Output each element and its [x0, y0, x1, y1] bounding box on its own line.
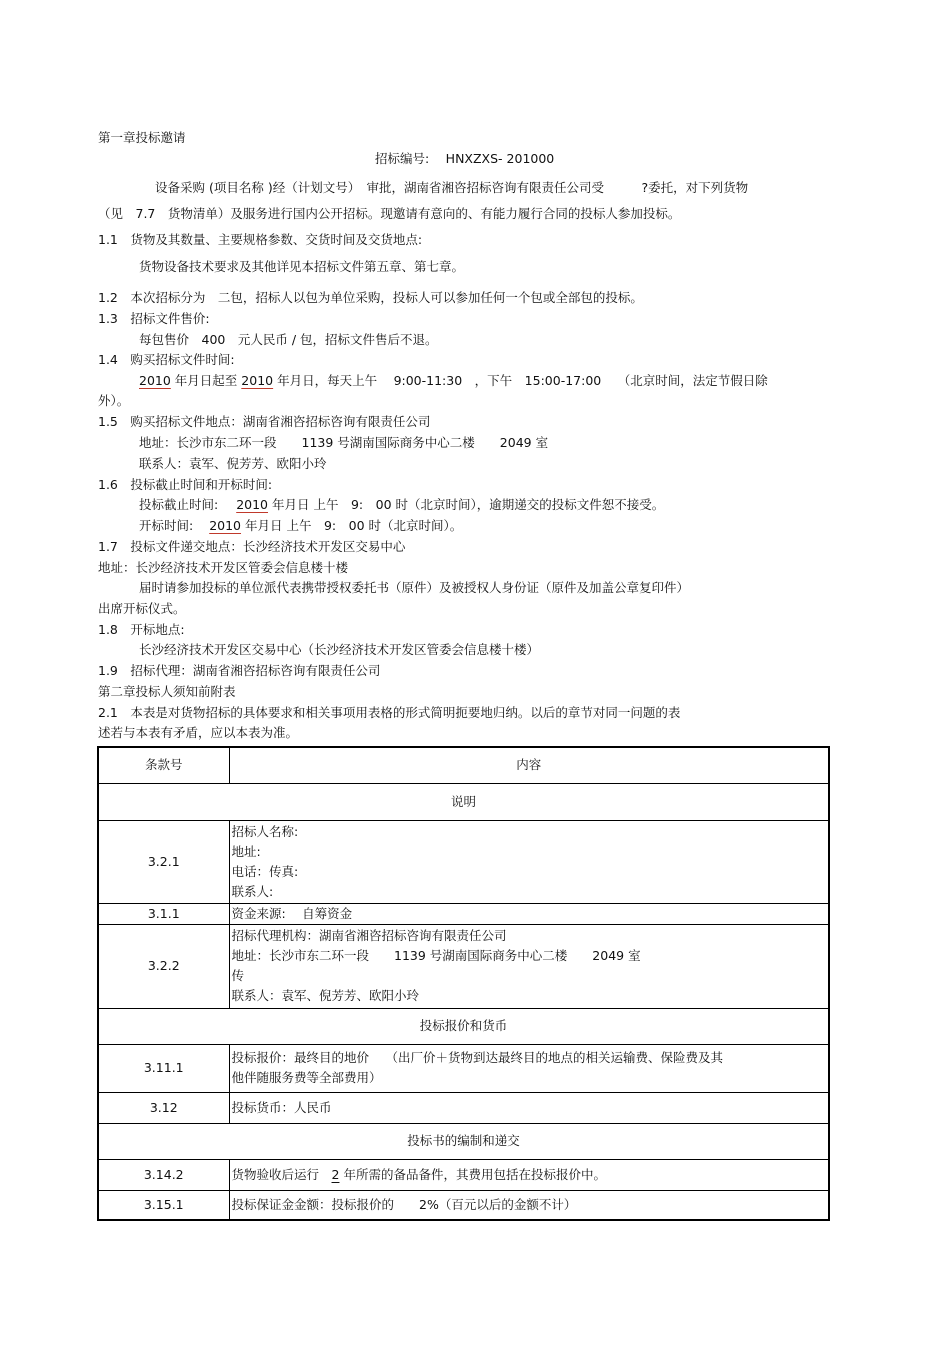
- section-1-6-deadline: [139, 497, 664, 513]
- clause-no: 3.2.2: [98, 924, 229, 1008]
- intro-paragraph-line2: （见 7.7 货物清单）及服务进行国内公开招标。现邀请有意向的、有能力履行合同的投标人参加投标。: [98, 206, 681, 221]
- spares-years: 2: [331, 1166, 340, 1182]
- chapter2-title: 第二章投标人须知前附表: [98, 684, 236, 699]
- header-clause-no: 条款号: [98, 747, 229, 783]
- table-row: [98, 1092, 829, 1123]
- clause-content: [229, 1159, 829, 1190]
- agency-address: 地址：长沙市东二环一段 1139 号湖南国际商务中心二楼 2049 室: [231, 948, 641, 963]
- section-explain: 说明: [98, 783, 829, 820]
- year-underlined: 2010: [139, 373, 171, 388]
- section-1-9: 1.9 招标代理：湖南省湘咨招标咨询有限责任公司: [98, 663, 381, 678]
- section-1-6: 1.6 投标截止时间和开标时间:: [98, 477, 273, 492]
- section-1-4-body: [139, 373, 768, 389]
- bid-number: 招标编号: HNXZXS- 201000: [375, 151, 555, 166]
- table-section-row: [98, 1123, 829, 1159]
- section-1-2: 1.2 本次招标分为 二包，招标人以包为单位采购，投标人可以参加任何一个包或全部包的投标。: [98, 290, 643, 305]
- section-1-8: 1.8 开标地点:: [98, 622, 185, 637]
- tenderer-name: 招标人名称:: [231, 823, 299, 839]
- tenderer-address: 地址:: [231, 843, 261, 859]
- section-price: 投标报价和货币: [98, 1008, 829, 1044]
- clause-no: 3.14.2: [98, 1159, 229, 1190]
- intro-paragraph-line1: 设备采购 (项目名称 )经（计划文号） 审批，湖南省湘咨招标咨询有限责任公司受 ?委托，对下列货物: [155, 180, 749, 195]
- agency-fax: 传: [231, 968, 245, 983]
- clause-content: [229, 820, 829, 903]
- spares-pre: 货物验收后运行: [231, 1166, 332, 1182]
- section-1-7: 1.7 投标文件递交地点：长沙经济技术开发区交易中心: [98, 539, 406, 554]
- section-1-5-contact: 联系人：袁军、倪芳芳、欧阳小玲: [139, 456, 327, 471]
- header-content: 内容: [229, 747, 829, 783]
- table-row: [98, 903, 829, 924]
- clause-content: 投标货币：人民币: [229, 1092, 829, 1123]
- spares-post: 年所需的备品备件，其费用包括在投标报价中。: [339, 1166, 606, 1182]
- table-section-row: [98, 1008, 829, 1044]
- section-1-4-end: 外）。: [98, 393, 130, 408]
- clause-content: [229, 1044, 829, 1092]
- section-1-4: 1.4 购买招标文件时间:: [98, 352, 235, 367]
- tenderer-contact: 联系人:: [231, 883, 274, 899]
- clause-content: [229, 924, 829, 1008]
- table-row: [98, 1190, 829, 1220]
- chapter1-title: 第一章投标邀请: [98, 130, 186, 145]
- section-docs: 投标书的编制和递交: [98, 1123, 829, 1159]
- clause-no: 3.11.1: [98, 1044, 229, 1092]
- clause-content: 资金来源: 自筹资金: [229, 903, 829, 924]
- clause-no: 3.1.1: [98, 903, 229, 924]
- agency-contact: 联系人：袁军、倪芳芳、欧阳小玲: [231, 988, 420, 1003]
- section-1-5: 1.5 购买招标文件地点：湖南省湘咨招标咨询有限责任公司: [98, 414, 431, 429]
- tenderer-phone-fax: 电话：传真:: [231, 863, 299, 879]
- section-2-1-line1: 2.1 本表是对货物招标的具体要求和相关事项用表格的形式简明扼要地归纳。以后的章节对同一问题的表: [98, 705, 681, 720]
- section-1-8-body: 长沙经济技术开发区交易中心（长沙经济技术开发区管委会信息楼十楼）: [139, 642, 540, 657]
- clause-no: 3.15.1: [98, 1190, 229, 1220]
- year-underlined: 2010: [209, 518, 242, 533]
- table-section-row: [98, 783, 829, 820]
- clause-no: 3.2.1: [98, 820, 229, 903]
- table-header-row: [98, 747, 829, 783]
- instructions-table: [97, 746, 830, 1221]
- section-2-1-line2: 述若与本表有矛盾，应以本表为准。: [98, 725, 299, 740]
- section-1-1: 1.1 货物及其数量、主要规格参数、交货时间及交货地点:: [98, 232, 423, 247]
- price-line1: 投标报价：最终目的地价 （出厂价＋货物到达最终目的地点的相关运输费、保险费及其: [231, 1050, 723, 1065]
- price-line2: 他伴随服务费等全部费用）: [231, 1070, 382, 1085]
- section-1-4-rest: 年月日，每天上午 9:00-11:30 ，下午 15:00-17:00 （北京时间，法定节假日除: [277, 373, 768, 388]
- section-1-7-address: 地址：长沙经济技术开发区管委会信息楼十楼: [98, 560, 349, 575]
- clause-no: 3.12: [98, 1092, 229, 1123]
- open-label: 开标时间:: [139, 518, 194, 533]
- table-row: [98, 1159, 829, 1190]
- year-underlined: 2010: [236, 497, 269, 512]
- table-row: [98, 820, 829, 903]
- section-1-3: 1.3 招标文件售价:: [98, 311, 210, 326]
- table-row: [98, 924, 829, 1008]
- open-rest: 年月日 上午 9: 00 时（北京时间）。: [245, 518, 463, 533]
- section-1-7-note2: 出席开标仪式。: [98, 601, 186, 616]
- deadline-rest: 年月日 上午 9: 00 时（北京时间），逾期递交的投标文件恕不接受。: [272, 497, 665, 512]
- section-1-5-address: 地址：长沙市东二环一段 1139 号湖南国际商务中心二楼 2049 室: [139, 435, 549, 450]
- section-1-6-open: [139, 518, 462, 534]
- section-1-4-mid: 年月日起至: [174, 373, 238, 388]
- year-underlined: 2010: [241, 373, 274, 388]
- deadline-label: 投标截止时间:: [139, 497, 219, 512]
- section-1-3-body: 每包售价 400 元人民币 / 包，招标文件售后不退。: [139, 332, 438, 347]
- table-row: [98, 1044, 829, 1092]
- agency-name: 招标代理机构：湖南省湘咨招标咨询有限责任公司: [231, 928, 507, 943]
- section-1-7-note: 届时请参加投标的单位派代表携带授权委托书（原件）及被授权人身份证（原件及加盖公章复印件）: [139, 580, 690, 595]
- clause-content: 投标保证金金额：投标报价的 2%（百元以后的金额不计）: [229, 1190, 829, 1220]
- section-1-1-body: 货物设备技术要求及其他详见本招标文件第五章、第七章。: [139, 259, 465, 274]
